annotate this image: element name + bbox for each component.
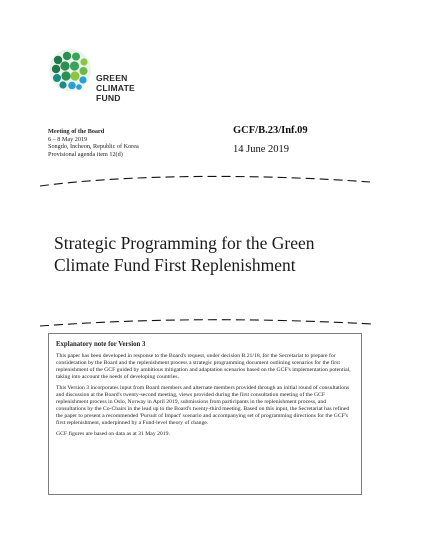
gcf-globe-icon [48, 48, 92, 92]
note-paragraph-1: This paper has been developed in response to the Board's request, under decision B.21/18, for the Secretariat to prepare for consideration by the Board and the replenishment process a strategic programming document outlining scenarios for the first replenishment of the GCF guided by ambitious mitigation and adaptation scenarios based on the GCF's implementation potential, taking into account the needs of developing countries. [56, 353, 351, 381]
title-line-2: Climate Fund First Replenishment [54, 255, 296, 275]
note-paragraph-3: GCF figures are based on data as at 31 May 2019. [56, 431, 170, 438]
meeting-dates: 6 – 8 May 2019 [48, 135, 88, 143]
logo-wordmark [96, 73, 135, 103]
document-date: 14 June 2019 [233, 144, 289, 155]
explanatory-note-box [48, 333, 362, 495]
meeting-info [48, 128, 139, 158]
page-title [54, 232, 374, 276]
note-paragraph-2: This Version 3 incorporates input from Board members and alternate members provided through an initial round of consultations and discussion at the Board's twenty-second meeting, views provided during the first consultation meeting of the GCF replenishment process in Oslo, Norway in April 2019, submissions from participants in the replenishment process, and consultations by the Co-Chairs in the lead up to the Board's twenty-third meeting. Based on this input, the Secretariat has refined the paper to present a recommended 'Pursuit of Impact' scenario and accompanying set of programming directions for the GCF's first replenishment, underpinned by a Fund-level theory of change. [56, 384, 350, 427]
note-title: Explanatory note for Version 3 [56, 341, 146, 348]
meeting-heading: Meeting of the Board [48, 128, 105, 135]
document-id: GCF/B.23/Inf.09 [233, 125, 308, 136]
title-line-1: Strategic Programming for the Green [54, 233, 315, 253]
logo-line-green: GREEN [96, 73, 128, 83]
logo-line-climate: CLIMATE [96, 83, 135, 93]
logo-line-fund: FUND [96, 93, 121, 103]
meeting-agenda: Provisional agenda item 12(d) [48, 150, 123, 158]
top-wave-divider [0, 170, 425, 194]
document-info [233, 124, 308, 156]
meeting-location: Songdo, Incheon, Republic of Korea [48, 143, 139, 151]
